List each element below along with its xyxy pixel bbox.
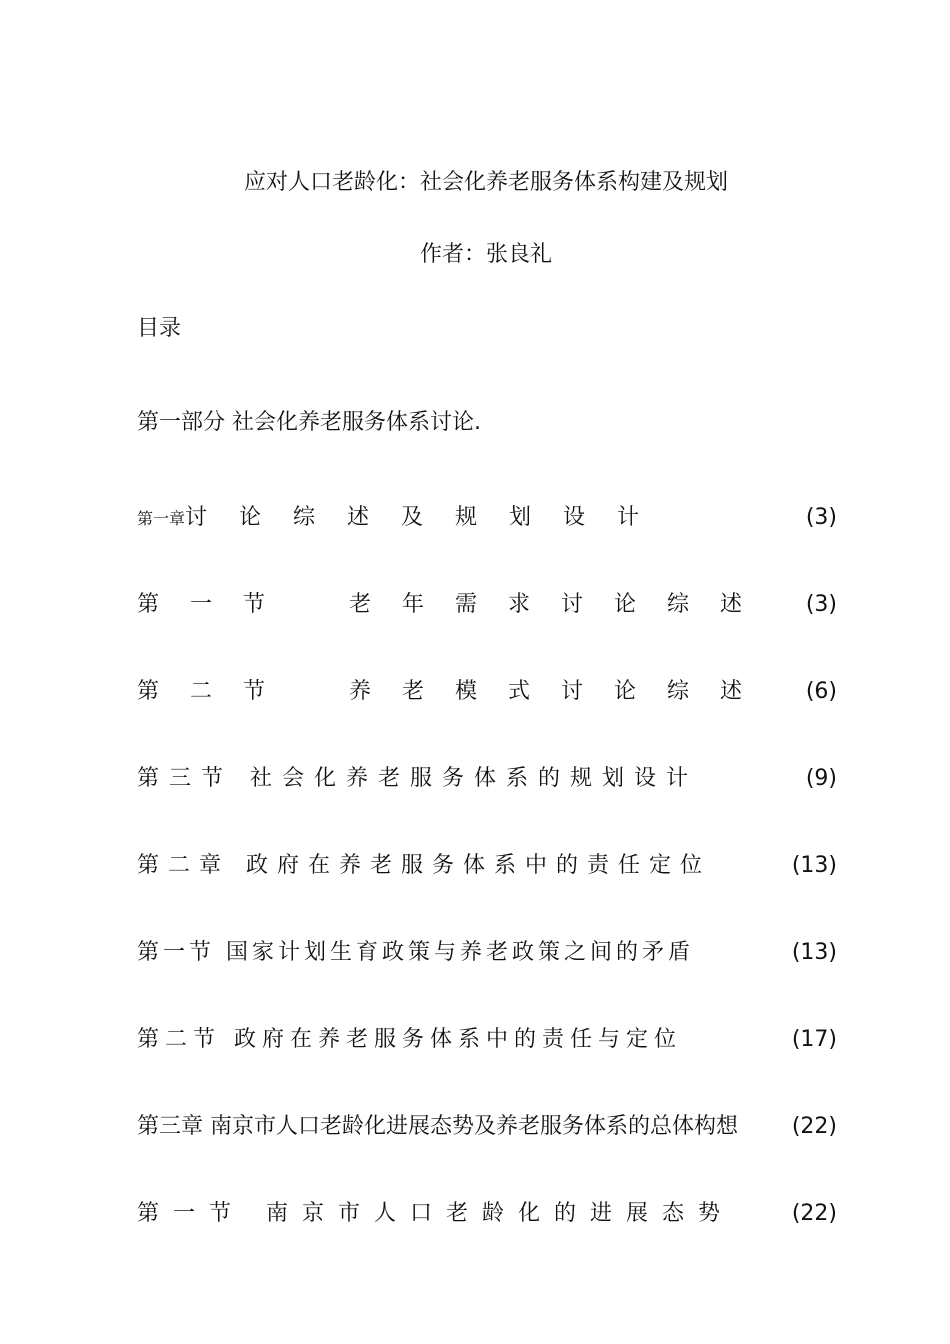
toc-entry-text: 第三节 社会化养老服务体系的规划设计	[137, 766, 698, 791]
toc-entry-text: 第一节 老年需求讨论综述	[137, 592, 774, 617]
toc-entry[interactable]	[137, 1196, 837, 1232]
toc-heading: 目录	[137, 316, 182, 341]
toc-entry[interactable]	[137, 761, 837, 797]
document-author: 作者：张良礼	[419, 242, 552, 267]
toc-entry-text: 第一节 南京市人口老龄化的进展态势	[137, 1201, 734, 1226]
toc-entry-text	[137, 500, 671, 537]
toc-entry-page: (17)	[791, 1027, 837, 1052]
toc-entry-page: (6)	[805, 679, 837, 704]
toc-entry[interactable]	[137, 500, 837, 536]
toc-entry-text: 第二章 政府在养老服务体系中的责任定位	[137, 853, 711, 878]
toc-part-title: 第一部分 社会化养老服务体系讨论.	[137, 410, 481, 435]
toc-entry-text: 第二节 政府在养老服务体系中的责任与定位	[137, 1027, 682, 1052]
toc-entry-text: 第二节 养老模式讨论综述	[137, 679, 774, 704]
toc-entry-page: (3)	[805, 505, 837, 530]
toc-entry-page: (9)	[805, 766, 837, 791]
toc-entry-page: (22)	[791, 1114, 837, 1139]
toc-entry[interactable]	[137, 1109, 837, 1145]
toc-entry-label: 讨论综述及规划设计	[185, 505, 672, 530]
toc-entry[interactable]	[137, 848, 837, 884]
toc-entry-page: (3)	[805, 592, 837, 617]
document-title: 应对人口老龄化：社会化养老服务体系构建及规划	[243, 170, 728, 195]
toc-entry-page: (22)	[791, 1201, 837, 1226]
toc-entry-page: (13)	[791, 940, 837, 965]
toc-entry[interactable]	[137, 1022, 837, 1058]
toc-entry-prefix: 第一章	[137, 509, 186, 528]
toc-entry[interactable]	[137, 935, 837, 971]
toc-entry-text: 第一节 国家计划生育政策与养老政策之间的矛盾	[137, 940, 694, 965]
toc-entry[interactable]	[137, 674, 837, 710]
toc-entry[interactable]	[137, 587, 837, 623]
toc-entry-page: (13)	[791, 853, 837, 878]
toc-entry-text: 第三章 南京市人口老龄化进展态势及养老服务体系的总体构想	[137, 1114, 738, 1139]
